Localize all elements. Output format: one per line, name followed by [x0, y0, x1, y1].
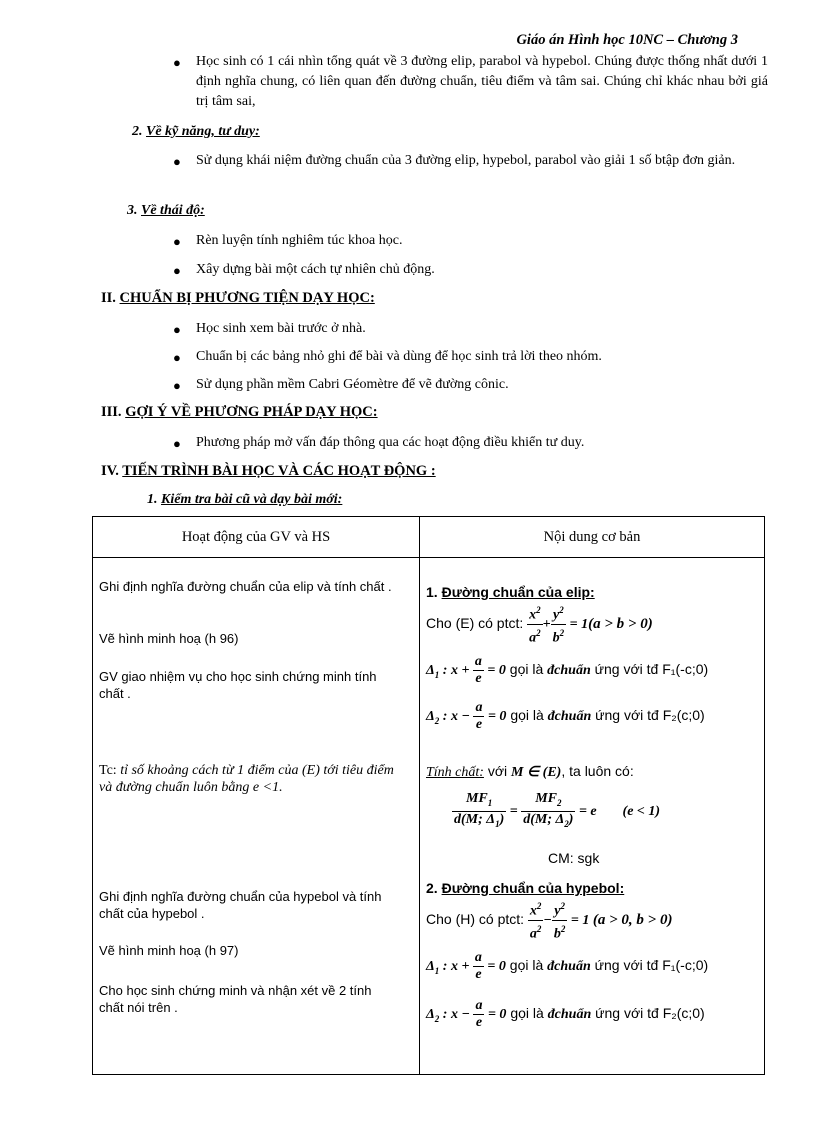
section-iv-heading: IV. TIẾN TRÌNH BÀI HỌC VÀ CÁC HOẠT ĐỘNG : [101, 463, 436, 479]
left-text-property: Tc: tỉ số khoảng cách từ 1 điểm của (E) tới tiêu điểm và đường chuẩn luôn bằng e <1. [99, 763, 394, 795]
hypebol-equation: Cho (H) có ptct: $\frac{x^2}{a^2}$ − $\frac{y^2}{b^2}$ = 1 (a > 0, b > 0) [426, 898, 672, 942]
bullet-dot-icon: ● [173, 234, 181, 249]
bullet-text: Chuẩn bị các bảng nhỏ ghi để bài và dùng để học sinh trả lời theo nhóm. [196, 349, 602, 364]
left-text: Vẽ hình minh hoạ (h 97) [99, 943, 239, 958]
attitude-heading: 3. Về thái độ: [127, 203, 205, 218]
bullet-dot-icon: ● [173, 378, 181, 393]
bullet-text: Phương pháp mở vấn đáp thông qua các hoạt động điều khiển tư duy. [196, 435, 585, 450]
hypebol-directrix-2: $\Delta_2$ : x − $\frac{a}{e}$ = 0 gọi là đchuẩn ứng với tđ F₂(c;0) [426, 998, 705, 1030]
skills-heading: 2. Về kỹ năng, tư duy: [132, 124, 260, 139]
left-text: Vẽ hình minh hoạ (h 96) [99, 631, 239, 646]
bullet-dot-icon: ● [173, 436, 181, 451]
bullet-text: Học sinh xem bài trước ở nhà. [196, 321, 366, 336]
left-text: Ghi định nghĩa đường chuẩn của elip và tính chất . [99, 579, 392, 594]
lesson-table [92, 516, 765, 1075]
section-iii-heading: III. GỢI Ý VỀ PHƯƠNG PHÁP DẠY HỌC: [101, 404, 378, 420]
bullet-text: Xây dựng bài một cách tự nhiên chủ động. [196, 262, 435, 277]
col-header-activities: Hoạt động của GV và HS [93, 517, 420, 558]
hypebol-directrix-1: $\Delta_1$ : x + $\frac{a}{e}$ = 0 gọi là đchuẩn ứng với tđ F₁(-c;0) [426, 950, 709, 982]
elip-proof-note: CM: sgk [548, 850, 600, 866]
elip-equation: Cho (E) có ptct: $\frac{x^2}{a^2}$ + $\frac{y^2}{b^2}$ = 1(a > b > 0) [426, 602, 653, 646]
bullet-text: Sử dụng khái niệm đường chuẩn của 3 đường elip, hypebol, parabol vào giải 1 số btập đơn giản. [196, 153, 736, 168]
hypebol-heading: 2. Đường chuẩn của hypebol: [426, 880, 625, 896]
elip-directrix-1: $\Delta_1$ : x + $\frac{a}{e}$ = 0 gọi là đchuẩn ứng với tđ F₁(-c;0) [426, 654, 709, 686]
elip-heading: 1. Đường chuẩn của elip: [426, 584, 595, 600]
elip-directrix-2: $\Delta_2$ : x − $\frac{a}{e}$ = 0 gọi là đchuẩn ứng với tđ F₂(c;0) [426, 700, 705, 732]
bullet-dot-icon: ● [173, 350, 181, 365]
elip-property: Tính chất: với M ∈ (E), ta luôn có: [426, 763, 634, 780]
bullet-text: Học sinh có 1 cái nhìn tổng quát về 3 đường elip, parabol và hypebol. Chúng được thống nhất dưới 1 định nghĩa chung, có liên quan đến đường chuẩn, tiêu điểm và tâm sai. Chúng chỉ khác nhau bởi giá trị tâm sai, [196, 54, 768, 109]
left-text: Cho học sinh chứng minh và nhận xét về 2 tính chất nói trên . [99, 983, 372, 1015]
right-cell [420, 558, 765, 1075]
bullet-text: Rèn luyện tính nghiêm túc khoa học. [196, 233, 403, 248]
section-iv-subheading: 1. Kiểm tra bài cũ và dạy bài mới: [147, 492, 343, 507]
page-header: Giáo án Hình học 10NC – Chương 3 [516, 32, 738, 48]
elip-ratio-formula: $\frac{MF_1}{d(M; \Delta_1)}$ = $\frac{MF_2}{d(M; \Delta_2)}$ = e (e < 1) [454, 791, 661, 829]
section-ii-heading: II. CHUẨN BỊ PHƯƠNG TIỆN DẠY HỌC: [101, 290, 375, 306]
left-text: Ghi định nghĩa đường chuẩn của hypebol và tính chất của hypebol . [99, 889, 382, 921]
left-cell [93, 558, 420, 1075]
bullet-dot-icon: ● [173, 55, 181, 70]
bullet-dot-icon: ● [173, 154, 181, 169]
bullet-dot-icon: ● [173, 322, 181, 337]
left-text: GV giao nhiệm vụ cho học sinh chứng minh tính chất . [99, 669, 377, 701]
bullet-dot-icon: ● [173, 263, 181, 278]
col-header-content: Nội dung cơ bản [420, 517, 765, 558]
bullet-text: Sử dụng phần mềm Cabri Géomètre để vẽ đường cônic. [196, 377, 509, 392]
